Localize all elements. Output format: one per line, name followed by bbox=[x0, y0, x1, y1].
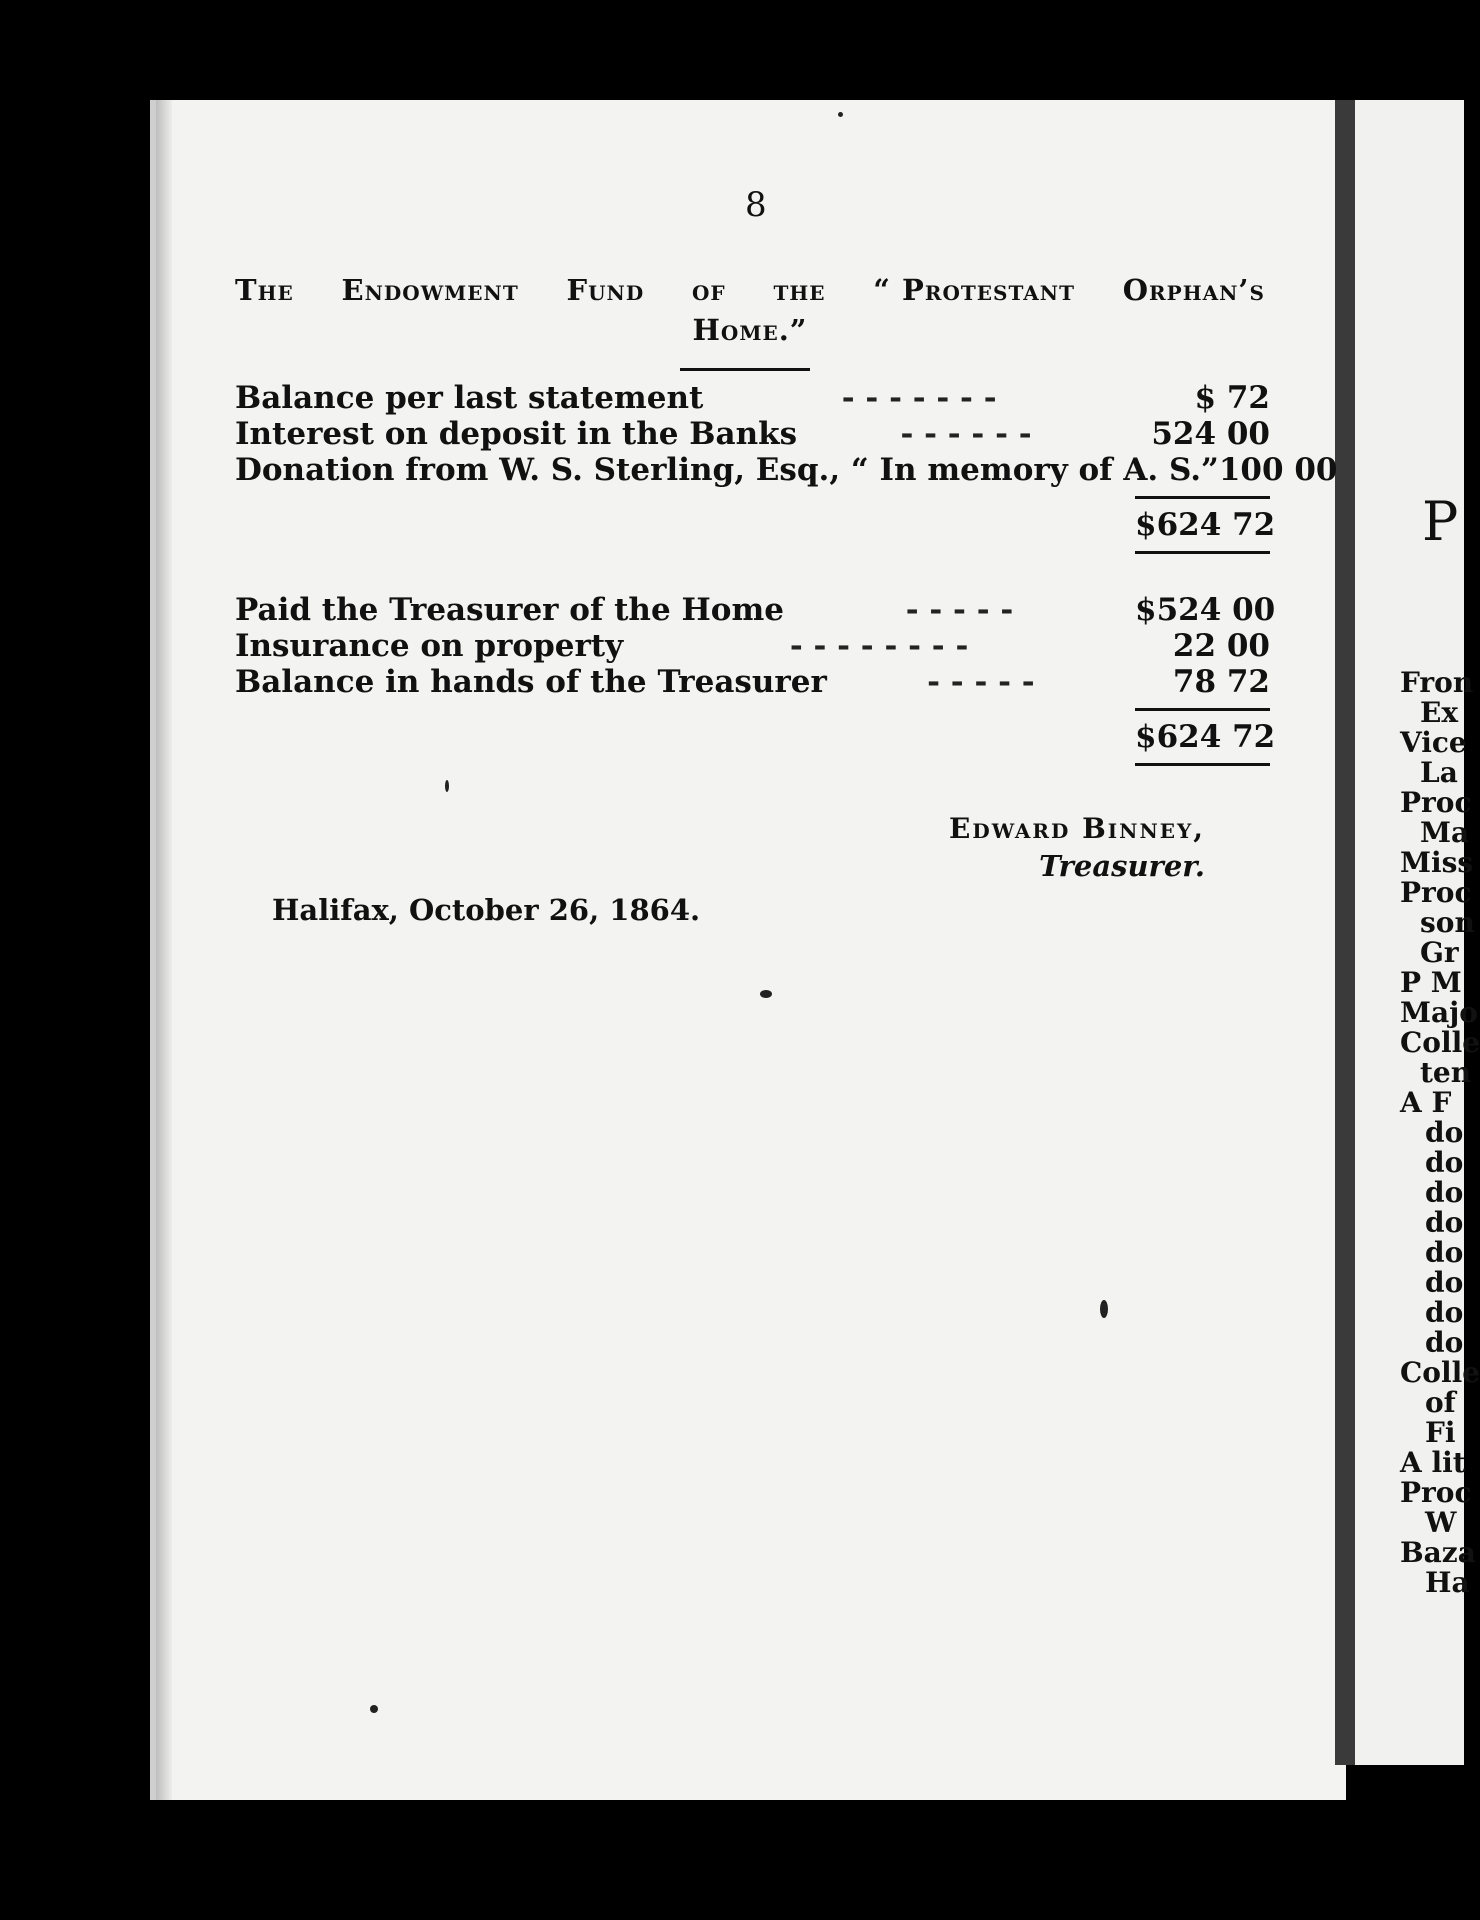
dot-leaders: - - - - - - - - bbox=[789, 628, 969, 664]
sum-rule bbox=[1135, 496, 1270, 499]
ledger-amount: $ 72 bbox=[1194, 380, 1270, 416]
right-page-line: Vice bbox=[1400, 726, 1467, 759]
right-page-text bbox=[1400, 668, 1480, 1598]
heading-word: Endowment bbox=[341, 273, 519, 307]
ledger-label: Paid the Treasurer of the Home bbox=[235, 592, 784, 628]
ink-speck bbox=[1100, 1300, 1108, 1318]
right-page-line: Proc bbox=[1400, 786, 1472, 819]
right-page-line: do bbox=[1425, 1296, 1464, 1329]
right-page-line: Ha bbox=[1425, 1566, 1470, 1599]
heading-word: Orphan’s bbox=[1122, 273, 1265, 307]
page-number: 8 bbox=[745, 185, 767, 225]
right-page-line: Miss bbox=[1400, 846, 1474, 879]
right-page-line: do bbox=[1425, 1266, 1464, 1299]
ledger-label: Donation from W. S. Sterling, Esq., “ In memory of A. S.” bbox=[235, 452, 1219, 488]
ledger-amount: 22 00 bbox=[1172, 628, 1270, 664]
ledger-amount: 100 00 bbox=[1218, 452, 1338, 488]
signatory-title: Treasurer. bbox=[1039, 849, 1205, 883]
dot-leaders: - - - - - bbox=[927, 664, 1035, 700]
ledger-amount: 78 72 bbox=[1172, 664, 1270, 700]
ledger-total: $624 72 bbox=[1135, 507, 1276, 543]
ledger-row bbox=[235, 592, 1276, 628]
book-page-left bbox=[150, 100, 1346, 1800]
right-page-line: P M bbox=[1400, 966, 1462, 999]
right-page-line: Proc bbox=[1400, 876, 1472, 909]
right-page-line: Ex bbox=[1420, 696, 1459, 729]
book-gutter bbox=[1335, 100, 1355, 1765]
right-page-line: Gr bbox=[1420, 936, 1459, 969]
right-page-line: do bbox=[1425, 1146, 1464, 1179]
ledger-label: Balance in hands of the Treasurer bbox=[235, 664, 827, 700]
heading-word: Fund bbox=[566, 273, 645, 307]
ledger-row bbox=[235, 380, 1270, 416]
heading-rule bbox=[680, 368, 810, 371]
endowment-ledger bbox=[235, 380, 1338, 774]
ink-speck bbox=[838, 112, 843, 117]
right-page-line: of bbox=[1425, 1386, 1456, 1419]
section-heading bbox=[235, 272, 1265, 349]
spacer bbox=[235, 562, 1270, 592]
right-page-line: do bbox=[1425, 1326, 1464, 1359]
ledger-row bbox=[235, 416, 1270, 452]
sum-rule bbox=[1135, 551, 1270, 554]
ledger-row bbox=[235, 628, 1270, 664]
signature-block bbox=[835, 812, 1205, 883]
right-page-line: La bbox=[1420, 756, 1458, 789]
dot-leaders: - - - - - bbox=[905, 592, 1014, 628]
right-page-line: A F bbox=[1400, 1086, 1452, 1119]
heading-word: the bbox=[773, 273, 826, 307]
right-page-line: son bbox=[1420, 906, 1475, 939]
ink-speck bbox=[760, 990, 772, 998]
sum-rule bbox=[1135, 708, 1270, 711]
heading-line-1 bbox=[235, 272, 1265, 308]
ledger-label: Interest on deposit in the Banks bbox=[235, 416, 798, 452]
right-page-line: Colle bbox=[1400, 1356, 1480, 1389]
ledger-total-row bbox=[235, 719, 1276, 755]
ledger-total: $624 72 bbox=[1135, 719, 1276, 755]
ledger-amount: 524 00 bbox=[1151, 416, 1270, 452]
dateline: Halifax, October 26, 1864. bbox=[272, 893, 701, 927]
right-page-big-letter: P bbox=[1422, 490, 1459, 553]
right-page-line: do bbox=[1425, 1176, 1464, 1209]
sum-rule bbox=[1135, 763, 1270, 766]
ledger-row bbox=[235, 452, 1338, 488]
heading-word: of bbox=[692, 273, 726, 307]
page-binding-edge bbox=[156, 100, 172, 1800]
right-page-line: Fi bbox=[1425, 1416, 1456, 1449]
ledger-row bbox=[235, 664, 1270, 700]
dot-leaders: - - - - - - bbox=[900, 416, 1032, 452]
right-page-line: Baza bbox=[1400, 1536, 1476, 1569]
right-page-line: do bbox=[1425, 1236, 1464, 1269]
ledger-label: Balance per last statement bbox=[235, 380, 704, 416]
ledger-label: Insurance on property bbox=[235, 628, 624, 664]
right-page-line: Majo bbox=[1400, 996, 1478, 1029]
right-page-line: do bbox=[1425, 1206, 1464, 1239]
right-page-line: A lit bbox=[1400, 1446, 1466, 1479]
ink-speck bbox=[445, 780, 449, 792]
heading-line-2: Home.” bbox=[692, 313, 808, 348]
right-page-line: Ma bbox=[1420, 816, 1470, 849]
right-page-line: Fron bbox=[1400, 666, 1474, 699]
heading-word: The bbox=[235, 273, 294, 307]
signatory-name: Edward Binney, bbox=[949, 812, 1205, 845]
right-page-line: W bbox=[1425, 1506, 1457, 1539]
right-page-line: do bbox=[1425, 1116, 1464, 1149]
right-page-line: ten bbox=[1420, 1056, 1472, 1089]
ink-speck bbox=[370, 1705, 378, 1713]
right-page-line: Colle bbox=[1400, 1026, 1480, 1059]
dot-leaders: - - - - - - - bbox=[841, 380, 997, 416]
ledger-total-row bbox=[235, 507, 1276, 543]
ledger-amount: $524 00 bbox=[1135, 592, 1276, 628]
heading-word: “ Protestant bbox=[873, 273, 1075, 307]
right-page-line: Proc bbox=[1400, 1476, 1472, 1509]
